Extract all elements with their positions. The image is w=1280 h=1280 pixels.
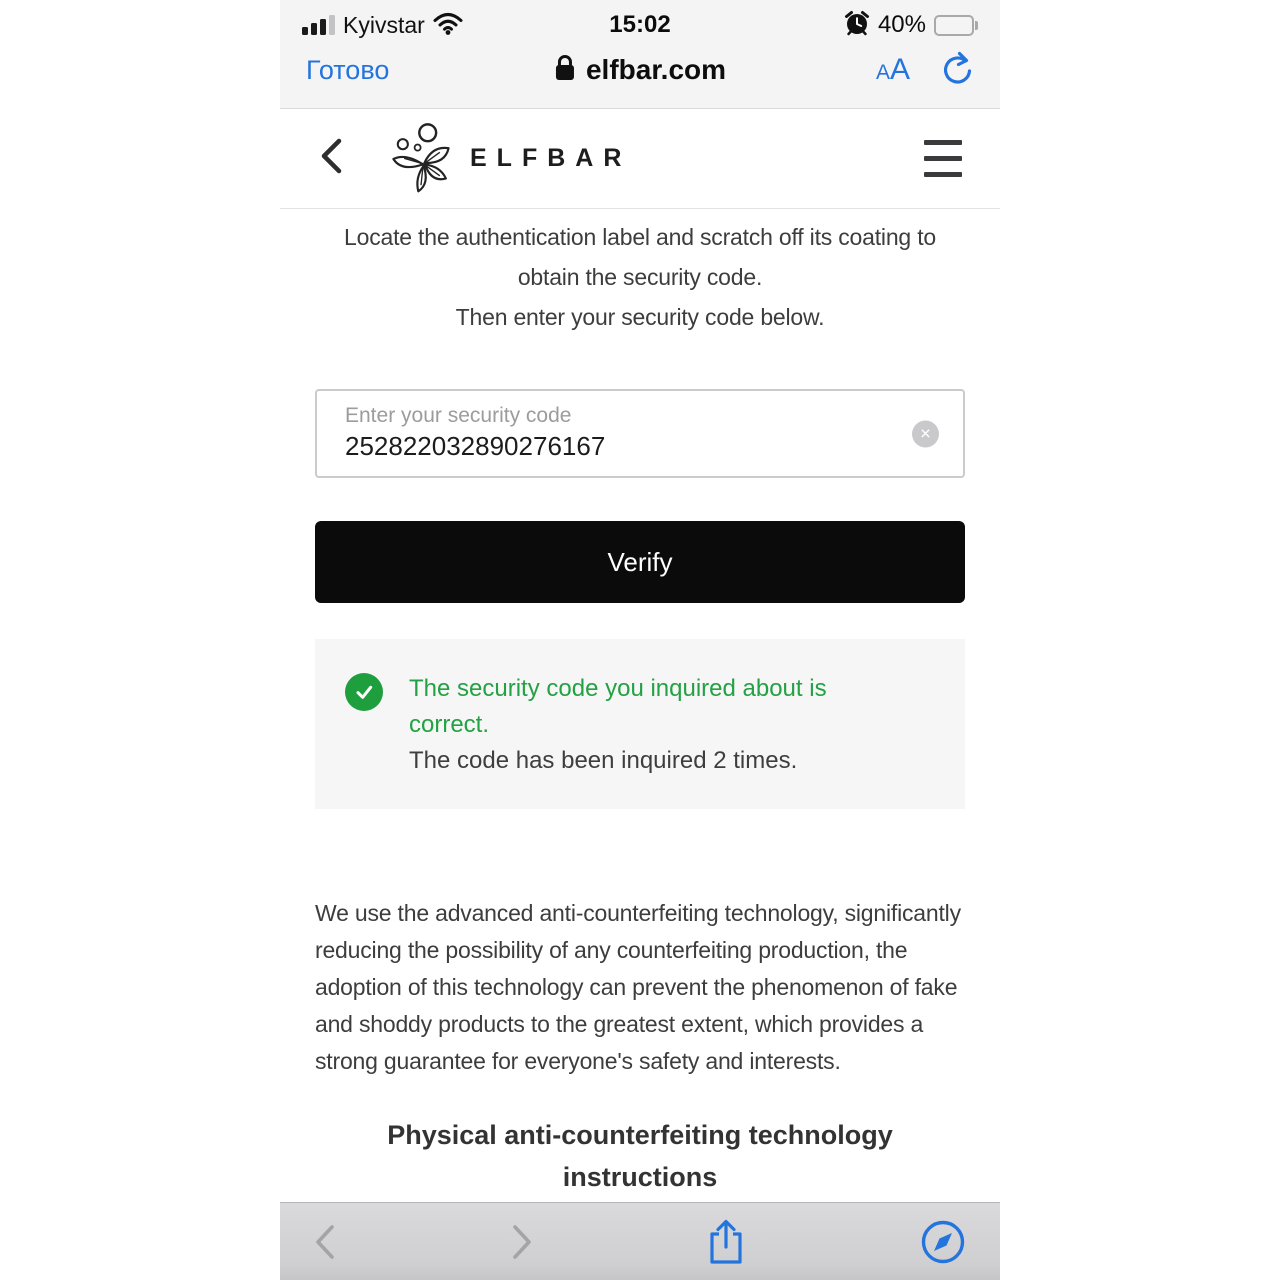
clock-time: 15:02 [609,11,671,38]
lock-icon [554,54,576,87]
instruction-line-1: Locate the authentication label and scratch off its coating to obtain the security code. [344,224,936,290]
elfbar-logo[interactable] [386,121,924,197]
browser-toolbar [280,1202,1000,1280]
success-check-icon [345,673,383,711]
phone-screen [280,0,1000,1280]
verification-result-box [315,639,965,809]
open-in-safari-icon[interactable] [920,1219,966,1265]
security-code-input[interactable] [345,429,891,463]
section-heading: Physical anti-counterfeiting technology instructions [387,1120,893,1192]
page-content [280,217,1000,1198]
clear-input-icon[interactable]: ✕ [912,420,939,447]
done-button[interactable]: Готово [306,54,390,85]
browser-chrome [280,0,1000,109]
url-label: elfbar.com [585,54,727,85]
nav-forward-icon[interactable] [511,1224,533,1260]
site-header [280,109,1000,209]
carrier-label: Kyivstar [343,11,425,38]
share-icon[interactable] [707,1218,745,1266]
text-size-button[interactable]: A A [875,53,910,86]
address-bar-row [280,42,1000,108]
menu-hamburger-icon[interactable] [924,140,962,177]
inquiry-count-message: The code has been inquired 2 times. [409,747,798,774]
verify-button[interactable]: Verify [315,521,965,603]
back-chevron-icon[interactable] [318,136,344,181]
brand-name-label: ELFBAR [470,144,632,172]
battery-percent-label: 40% [877,11,926,38]
refresh-icon[interactable] [940,50,974,91]
status-bar [280,0,1000,42]
security-code-label: Enter your security code [345,404,572,427]
security-code-field[interactable] [315,389,965,478]
instructions-text [315,217,965,337]
anti-counterfeiting-description: We use the advanced anti-counterfeiting technology, significantly reducing the possibility of any counterfeiting production, the adoption of this technology can prevent the phenomenon of fake and shoddy products to the greatest extent, which provides a strong guarantee for everyone's safety and interests. [315,900,961,1074]
instruction-line-2: Then enter your security code below. [455,304,825,330]
alarm-icon [844,10,870,41]
battery-icon [934,15,978,36]
success-message: The security code you inquired about is correct. [409,675,827,738]
wifi-icon [433,11,463,40]
nav-back-icon[interactable] [314,1224,336,1260]
elfbar-flower-icon [386,121,460,197]
address-field[interactable] [554,54,726,87]
cell-signal-icon [302,15,335,35]
